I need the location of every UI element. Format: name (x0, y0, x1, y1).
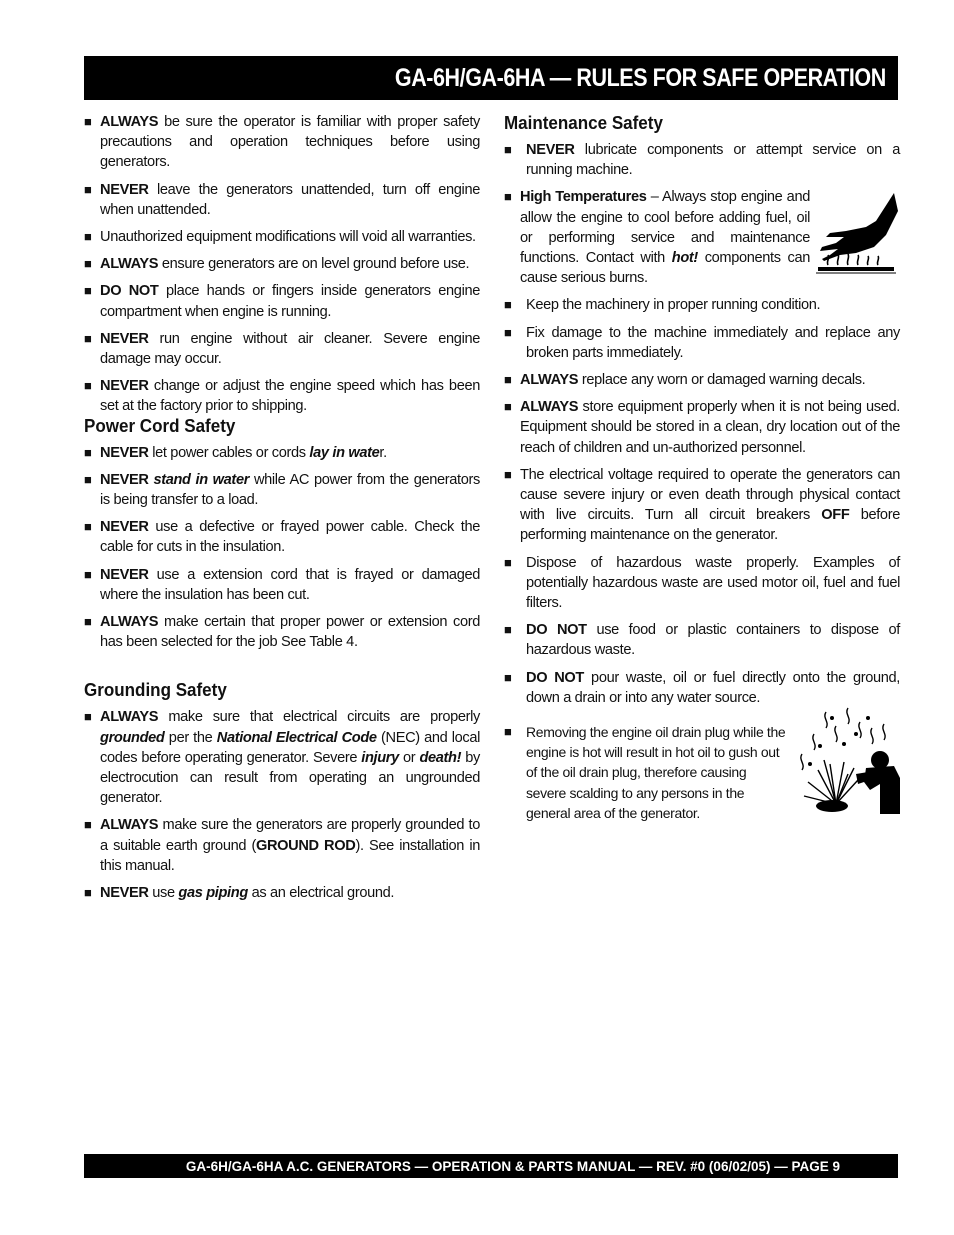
hot-oil-block (504, 722, 900, 830)
list-item: ■ NEVER use gas piping as an electrical ground. (84, 883, 480, 903)
list-item: ■ ALWAYS be sure the operator is familiar with proper safety precautions and operation techniques before using generators. (84, 112, 480, 173)
list-item: ■ Unauthorized equipment modifications will void all warranties. (84, 227, 480, 247)
list-item: ■ NEVER use a defective or frayed power cable. Check the cable for cuts in the insulation. (84, 517, 480, 557)
list-item: ■ NEVER leave the generators unattended, turn off engine when unattended. (84, 180, 480, 220)
list-item: ■ NEVER stand in water while AC power from the generators is being transfer to a load. (84, 470, 480, 510)
square-bullet-icon: ■ (504, 669, 512, 685)
list-item: ■ Keep the machinery in proper running condition. (504, 295, 900, 315)
list-item: ■ NEVER run engine without air cleaner. Severe engine damage may occur. (84, 329, 480, 369)
maintenance-safety-heading: Maintenance Safety (504, 112, 663, 133)
grounding-safety-heading: Grounding Safety (84, 679, 227, 701)
list-item: ■ ALWAYS store equipment properly when it is not being used. Equipment should be stored in a clean, dry location out of the reach of children and un-authorized personnel. (504, 397, 900, 458)
list-item: ■ Removing the engine oil drain plug while the engine is hot will result in hot oil to gush out of the oil drain plug, therefore causing severe scalding to any persons in the general area of the generator. (504, 722, 786, 823)
list-item: ■ ALWAYS make sure the generators are properly grounded to a suitable earth ground (GROUND ROD). See installation in this manual. (84, 815, 480, 876)
page-title: GA-6H/GA-6HA — RULES FOR SAFE OPERATION (395, 63, 886, 92)
left-column (84, 112, 480, 910)
list-item: ■ ALWAYS make sure that electrical circuits are properly grounded per the National Electrical Code (NEC) and local codes before operating generator. Severe injury or death! by electrocution can result from operating an ungrounded generator. (84, 707, 480, 808)
square-bullet-icon: ■ (504, 399, 512, 415)
square-bullet-icon: ■ (84, 614, 92, 630)
right-column (504, 112, 900, 830)
hot-oil-scald-icon (796, 704, 900, 821)
hot-temperature-block (504, 187, 900, 295)
list-item: ■ The electrical voltage required to operate the generators can cause severe injury or even death through physical contact with live circuits. Turn all circuit breakers OFF before performing maintenance on the generator. (504, 465, 900, 546)
hot-surface-hand-icon (816, 191, 900, 282)
square-bullet-icon: ■ (504, 622, 512, 638)
page-title-bar (84, 56, 898, 100)
square-bullet-icon: ■ (84, 817, 92, 833)
square-bullet-icon: ■ (84, 229, 92, 245)
list-item: ■ DO NOT pour waste, oil or fuel directly onto the ground, down a drain or into any water source. (504, 668, 900, 708)
square-bullet-icon: ■ (504, 189, 512, 205)
square-bullet-icon: ■ (84, 283, 92, 299)
square-bullet-icon: ■ (84, 709, 92, 725)
square-bullet-icon: ■ (84, 444, 92, 460)
square-bullet-icon: ■ (84, 566, 92, 582)
list-item: ■ ALWAYS ensure generators are on level ground before use. (84, 254, 480, 274)
list-item: ■ Dispose of hazardous waste properly. Examples of potentially hazardous waste are used motor oil, fuel and fuel filters. (504, 553, 900, 614)
list-item: ■ DO NOT use food or plastic containers to dispose of hazardous waste. (504, 620, 900, 660)
square-bullet-icon: ■ (84, 114, 92, 129)
list-item: ■ NEVER change or adjust the engine speed which has been set at the factory prior to shipping. (84, 376, 480, 416)
list-item: ■ NEVER lubricate components or attempt service on a running machine. (504, 140, 900, 180)
square-bullet-icon: ■ (84, 181, 92, 197)
square-bullet-icon: ■ (504, 554, 512, 570)
power-cord-safety-heading: Power Cord Safety (84, 414, 236, 436)
list-item: ■ ALWAYS replace any worn or damaged warning decals. (504, 370, 900, 390)
list-item: ■ DO NOT place hands or fingers inside generators engine compartment when engine is running. (84, 281, 480, 321)
list-item: ■ NEVER use a extension cord that is frayed or damaged where the insulation has been cut. (84, 565, 480, 605)
list-item: ■ NEVER let power cables or cords lay in water. (84, 443, 480, 463)
square-bullet-icon: ■ (504, 466, 512, 482)
square-bullet-icon: ■ (504, 324, 512, 340)
square-bullet-icon: ■ (504, 297, 512, 313)
square-bullet-icon: ■ (504, 372, 512, 388)
square-bullet-icon: ■ (84, 256, 92, 272)
square-bullet-icon: ■ (84, 519, 92, 535)
page-footer (84, 1154, 898, 1178)
footer-text: GA-6H/GA-6HA A.C. GENERATORS — OPERATION & PARTS MANUAL — REV. #0 (06/02/05) — PAGE 9 (185, 1158, 840, 1174)
square-bullet-icon: ■ (504, 142, 512, 157)
square-bullet-icon: ■ (84, 330, 92, 346)
square-bullet-icon: ■ (84, 471, 92, 487)
list-item: ■ High Temperatures – Always stop engine and allow the engine to cool before adding fuel, oil or performing service and maintenance functions. Contact with hot! components can cause serious burns. (504, 187, 810, 288)
list-item: ■ ALWAYS make certain that proper power or extension cord has been selected for the job See Table 4. (84, 612, 480, 652)
square-bullet-icon: ■ (504, 724, 512, 740)
square-bullet-icon: ■ (84, 378, 92, 394)
list-item: ■ Fix damage to the machine immediately and replace any broken parts immediately. (504, 323, 900, 363)
square-bullet-icon: ■ (84, 885, 92, 901)
